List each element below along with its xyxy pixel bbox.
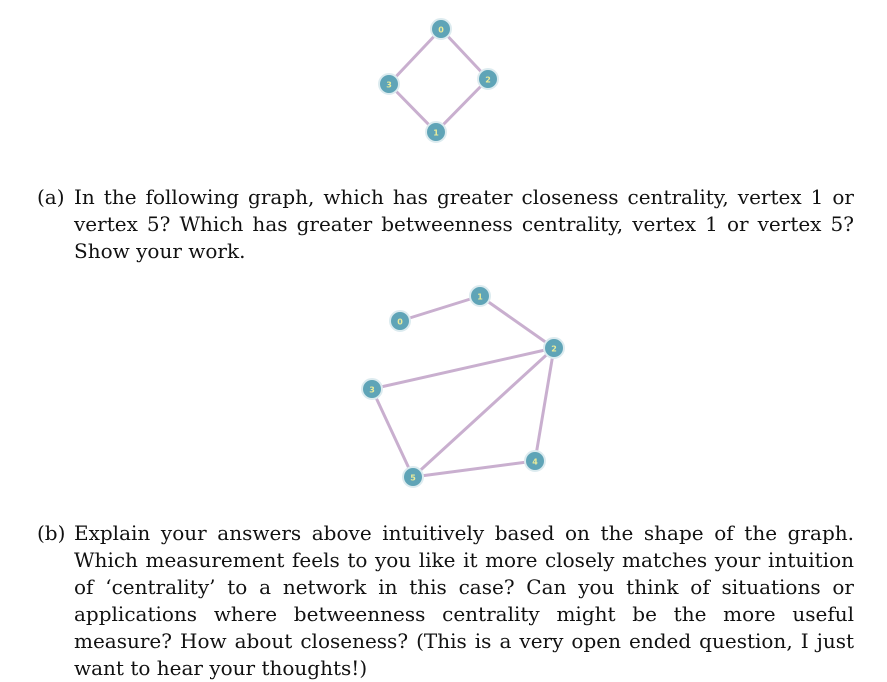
edge-5-4	[413, 461, 535, 477]
edge-3-2	[372, 348, 554, 389]
node-1	[470, 286, 490, 306]
node-label: 1	[433, 128, 439, 138]
question-b-text: Explain your answers above intuitively based on the shape of the graph. Which measurement feels to you like it more closely matches your intuition of ‘centrality’ to a network in this case? Can you think of situations or applications where betweenness centrality might be the more useful measure? How about closeness? (This is a very open ended question, I just want to hear your thoughts!)	[74, 521, 854, 680]
node-3	[362, 379, 382, 399]
node-label: 2	[551, 344, 557, 354]
question-a-marker: (a)	[37, 185, 65, 209]
node-label: 5	[410, 473, 416, 483]
node-4	[525, 451, 545, 471]
node-label: 0	[397, 317, 403, 327]
question-a-text: In the following graph, which has greater closeness centrality, vertex 1 or vertex 5? Which has greater betweenness centrality, vertex 1 or vertex 5? Show your work.	[74, 185, 854, 263]
question-b	[37, 520, 854, 682]
node-label: 3	[386, 80, 392, 90]
node-label: 4	[532, 457, 538, 467]
node-0	[390, 311, 410, 331]
question-b-marker: (b)	[37, 521, 66, 545]
node-label: 3	[369, 385, 375, 395]
node-2	[544, 338, 564, 358]
node-label: 0	[438, 25, 444, 35]
edge-0-1	[400, 296, 480, 321]
node-label: 1	[477, 292, 483, 302]
node-label: 2	[485, 75, 491, 85]
edge-2-4	[535, 348, 554, 461]
node-5	[403, 467, 423, 487]
edge-1-2	[480, 296, 554, 348]
edge-3-5	[372, 389, 413, 477]
